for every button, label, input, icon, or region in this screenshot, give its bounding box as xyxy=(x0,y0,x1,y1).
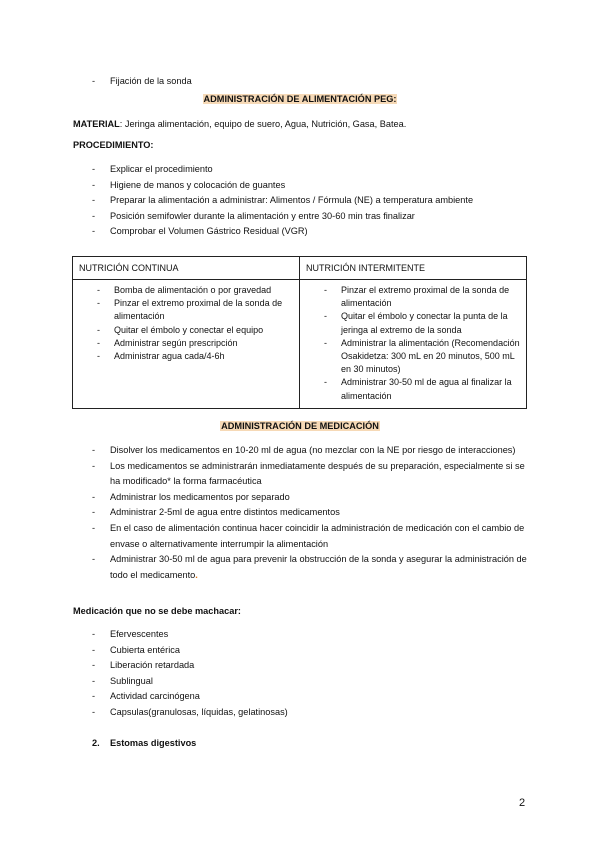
page-number: 2 xyxy=(519,797,526,809)
list-item: - Explicar el procedimiento xyxy=(92,162,532,178)
list-item xyxy=(92,552,532,583)
list-item: - Disolver los medicamentos en 10-20 ml de agua (no mezclar con la NE por riesgo de interacciones) xyxy=(92,443,532,459)
list-item: - Posición semifowler durante la alimentación y entre 30-60 min tras finalizar xyxy=(92,209,532,225)
list-item-text: Administrar 30-50 ml de agua para prevenir la obstrucción de la sonda y asegurar la administración de todo el medicamento xyxy=(110,554,527,580)
orange-period: . xyxy=(195,569,198,580)
list-item: - Administrar 2-5ml de agua entre distintos medicamentos xyxy=(92,505,532,521)
nutrition-table xyxy=(72,256,527,409)
list-item: - Cubierta entérica xyxy=(92,643,532,659)
continuous-cell xyxy=(73,280,300,409)
list-item: - Efervescentes xyxy=(92,627,532,643)
intermittent-cell xyxy=(300,280,527,409)
material-line xyxy=(73,119,406,129)
list-item: - Pinzar el extremo proximal de la sonda de alimentación xyxy=(324,284,520,310)
medication-list xyxy=(92,443,532,583)
list-item: - Fijación de la sonda xyxy=(92,74,192,90)
list-item: - Administrar la alimentación (Recomendación Osakidetza: 300 mL en 20 minutos, 500 mL en 30 minutos) xyxy=(324,337,520,377)
list-item: - Sublingual xyxy=(92,674,532,690)
list-item: - Actividad carcinógena xyxy=(92,689,532,705)
peg-heading xyxy=(0,94,600,104)
material-label: MATERIAL xyxy=(73,119,120,129)
list-item: - Administrar agua cada/4-6h xyxy=(97,350,293,363)
table-row xyxy=(73,280,527,409)
continuous-list xyxy=(73,284,299,363)
list-item: - Quitar el émbolo y conectar el equipo xyxy=(97,324,293,337)
list-item: - Quitar el émbolo y conectar la punta de la jeringa al extremo de la sonda xyxy=(324,310,520,336)
list-item: - Comprobar el Volumen Gástrico Residual (VGR) xyxy=(92,224,532,240)
list-item: - Capsulas(granulosas, líquidas, gelatinosas) xyxy=(92,705,532,721)
col-header-continuous: NUTRICIÓN CONTINUA xyxy=(73,257,300,280)
table-header-row xyxy=(73,257,527,280)
intermittent-list xyxy=(300,284,526,403)
list-item: - Administrar los medicamentos por separado xyxy=(92,490,532,506)
list-item: - En el caso de alimentación continua hacer coincidir la administración de medicación con el cambio de envase o alternativamente interrumpir la alimentación xyxy=(92,521,532,552)
no-crush-list xyxy=(92,627,532,721)
medication-heading xyxy=(0,421,600,431)
section-number: 2. xyxy=(92,738,100,748)
procedure-list xyxy=(92,162,532,240)
section-title: Estomas digestivos xyxy=(110,738,197,748)
list-item: - Administrar según prescripción xyxy=(97,337,293,350)
list-item: - Bomba de alimentación o por gravedad xyxy=(97,284,293,297)
top-list xyxy=(92,74,192,90)
list-item: - Los medicamentos se administrarán inmediatamente después de su preparación, especialmente si se ha modificado* la forma farmacéutica xyxy=(92,459,532,490)
list-item: - Preparar la alimentación a administrar: Alimentos / Fórmula (NE) a temperatura ambiente xyxy=(92,193,532,209)
list-item: - Administrar 30-50 ml de agua al finalizar la alimentación xyxy=(324,376,520,402)
procedure-title: PROCEDIMIENTO: xyxy=(73,140,154,150)
material-text: : Jeringa alimentación, equipo de suero, Agua, Nutrición, Gasa, Batea. xyxy=(119,119,407,129)
list-item: - Higiene de manos y colocación de guantes xyxy=(92,178,532,194)
section-heading xyxy=(92,738,196,748)
medication-heading-text: ADMINISTRACIÓN DE MEDICACIÓN xyxy=(221,421,379,431)
col-header-intermittent: NUTRICIÓN INTERMITENTE xyxy=(300,257,527,280)
peg-heading-text: ADMINISTRACIÓN DE ALIMENTACIÓN PEG: xyxy=(203,94,397,104)
list-item: - Pinzar el extremo proximal de la sonda de alimentación xyxy=(97,297,293,323)
no-crush-title: Medicación que no se debe machacar: xyxy=(73,606,241,616)
list-item: - Liberación retardada xyxy=(92,658,532,674)
